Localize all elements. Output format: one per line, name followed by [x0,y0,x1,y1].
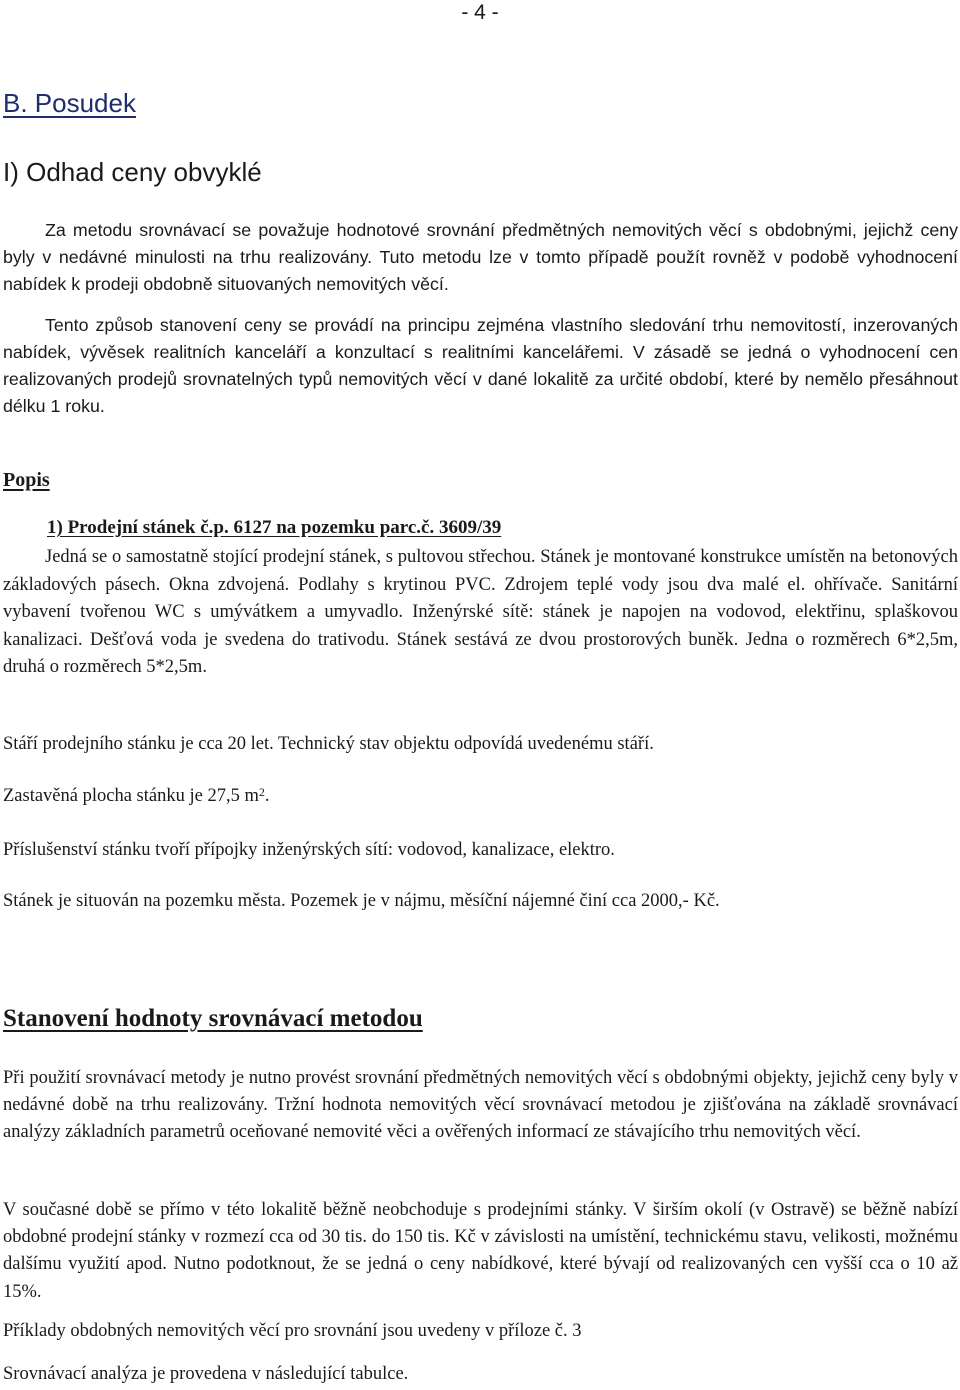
valuation-paragraph-2: V současné době se přímo v této lokalitě běžně neobchoduje s prodejními stánky. V širším okolí (v Ostravě) se běžně nabízí obdobné prodejní stánky v rozmezí cca od 30 tis. do 150 tis. Kč v závislosti na umístění, technickému stavu, velikosti, možnému dalšímu využití apod. Nutno podotknout, že se jedná o ceny nabídkové, které bývají od realizovaných cen vyšší cca o 10 až 15%. [3,1200,958,1302]
intro-paragraph-1: Za metodu srovnávací se považuje hodnotové srovnání předmětných nemovitých věcí s obdobnými, jejichž ceny byly v nedávné minulosti na trhu realizovány. Tuto metodu lze v tomto případě použít rovněž v podobě vyhodnocení nabídek k prodeji obdobně situovaných nemovitých věcí. [3,220,958,294]
item-1-area [3,783,958,810]
valuation-analysis: Srovnávací analýza je provedena v následující tabulce. [3,1364,409,1384]
valuation-paragraph-1: Při použití srovnávací metody je nutno provést srovnání předmětných nemovitých věcí s obdobnými objekty, jejichž ceny byly v nedávné době na trhu realizovány. Tržní hodnota nemovitých věcí srovnávací metodou je zjišťována na základě srovnávací analýzy základních parametrů oceňované nemovité věci a ověřených informací ze stávajícího trhu nemovitých věcí. [3,1068,958,1143]
item-1-area-end: . [264,786,270,806]
item-1-area-sup: 2 [258,785,265,799]
section-b-title: B. Posudek [3,88,136,118]
section-i-title: I) Odhad ceny obvyklé [3,157,262,187]
page-number: - 4 - [461,1,499,24]
item-1-age: Stáří prodejního stánku je cca 20 let. Technický stav objektu odpovídá uvedenému stáří. [3,734,654,754]
item-1-location: Stánek je situován na pozemku města. Pozemek je v nájmu, měsíční nájemné činí cca 2000,- Kč. [3,891,720,911]
popis-title: Popis [3,469,50,491]
item-1-accessories: Příslušenství stánku tvoří přípojky inženýrských sítí: vodovod, kanalizace, elektro. [3,840,615,860]
intro-paragraph-2: Tento způsob stanovení ceny se provádí na principu zejména vlastního sledování trhu nemovitostí, inzerovaných nabídek, vývěsek realitních kanceláří a konzultací s realitními kancelářemi. V zásadě se jedná o vyhodnocení cen realizovaných prodejů srovnatelných typů nemovitých věcí v dané lokalitě za určité období, které by nemělo přesáhnout délku 1 roku. [3,315,958,416]
valuation-examples: Příklady obdobných nemovitých věcí pro srovnání jsou uvedeny v příloze č. 3 [3,1321,582,1341]
item-1-heading: 1) Prodejní stánek č.p. 6127 na pozemku parc.č. 3609/39 [47,517,502,538]
item-1-area-text: Zastavěná plocha stánku je 27,5 m [3,786,259,806]
item-1-description: Jedná se o samostatně stojící prodejní stánek, s pultovou střechou. Stánek je montované konstrukce umístěn na betonových základových pásech. Okna zdvojená. Podlahy s krytinou PVC. Zdrojem teplé vody jsou dva malé el. ohřívače. Sanitární vybavení tvořenou WC s umývátkem a umyvadlo. Inženýrské sítě: stánek je napojen na vodovod, elektřinu, splaškovou kanalizaci. Dešťová voda je svedena do trativodu. Stánek sestává ze dvou prostorových buněk. Jedna o rozměrech 6*2,5m, druhá o rozměrech 5*2,5m. [3,547,958,677]
valuation-title: Stanovení hodnoty srovnávací metodou [3,1005,423,1032]
